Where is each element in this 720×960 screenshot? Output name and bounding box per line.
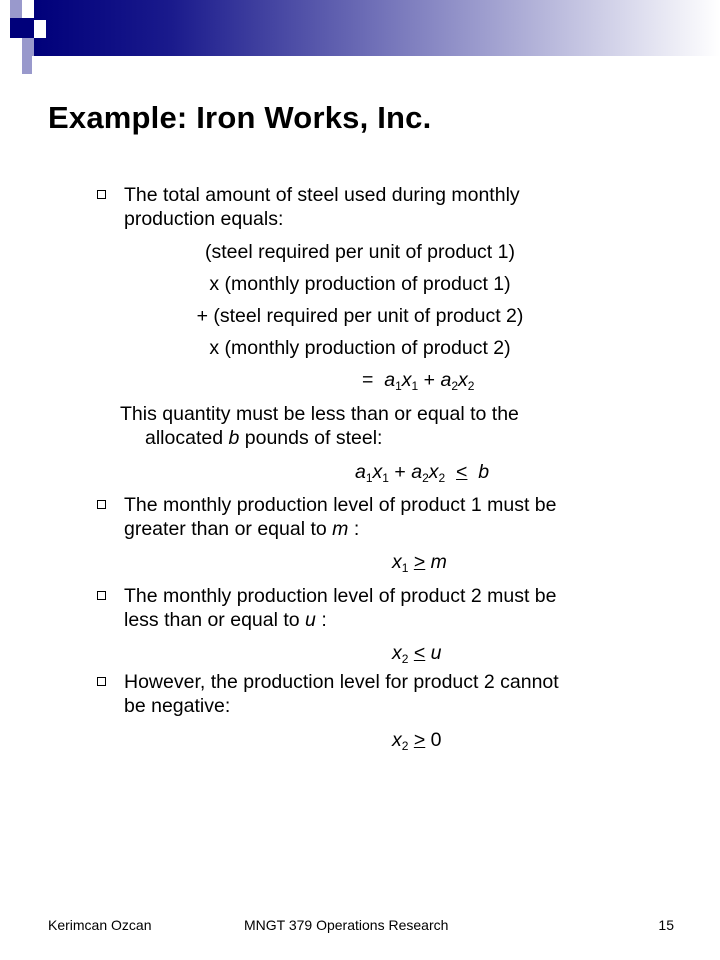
subscript: 2 bbox=[451, 379, 458, 393]
subscript: 1 bbox=[401, 561, 409, 575]
expression-steel-product2: + (steel required per unit of product 2) bbox=[196, 305, 524, 327]
expression-steel-product1: (steel required per unit of product 1) bbox=[204, 241, 515, 263]
var-a: a bbox=[355, 461, 366, 483]
bullet-text-product1-min-cont bbox=[124, 517, 359, 541]
bullet-square-icon bbox=[97, 190, 106, 199]
footer-author: Kerimcan Ozcan bbox=[48, 917, 152, 933]
bullet-text-nonnegative: However, the production level for product 2 cannot bbox=[124, 671, 559, 693]
corner-square-light bbox=[10, 0, 22, 18]
plus-sign: + bbox=[394, 461, 406, 483]
var-x: x bbox=[372, 461, 383, 483]
constraint-nonnegative bbox=[392, 728, 442, 752]
subscript: 1 bbox=[365, 471, 373, 485]
subscript: 2 bbox=[422, 471, 429, 485]
colon: : bbox=[353, 518, 360, 540]
plus-sign: + bbox=[423, 369, 436, 391]
var-a: a bbox=[411, 461, 423, 483]
subscript: 2 bbox=[467, 379, 475, 393]
corner-square-light-2 bbox=[22, 38, 34, 56]
header-gradient-band bbox=[34, 0, 720, 56]
equation-total-steel bbox=[362, 368, 474, 392]
quantity-text: This quantity must be less than or equal to the bbox=[120, 403, 519, 425]
var-m: m bbox=[332, 518, 349, 540]
greater-equal-sign: > bbox=[413, 729, 426, 751]
bullet-text-part: less than or equal to bbox=[124, 609, 300, 631]
subscript: 1 bbox=[411, 379, 419, 393]
colon: : bbox=[321, 609, 327, 631]
var-b: b bbox=[478, 461, 490, 483]
var-a: a bbox=[384, 369, 396, 391]
var-b: b bbox=[228, 427, 240, 449]
less-equal-sign: < bbox=[413, 642, 426, 664]
greater-equal-sign: > bbox=[413, 551, 426, 573]
constraint-steel bbox=[355, 460, 489, 484]
bullet-text-nonnegative-cont: be negative: bbox=[124, 695, 231, 717]
slide-title: Example: Iron Works, Inc. bbox=[48, 100, 432, 135]
var-x: x bbox=[392, 551, 402, 573]
bullet-square-icon bbox=[97, 677, 106, 686]
zero: 0 bbox=[430, 729, 442, 751]
subscript: 2 bbox=[401, 652, 409, 666]
var-x: x bbox=[401, 369, 412, 391]
expression-production-product1: x (monthly production of product 1) bbox=[209, 273, 511, 295]
var-a: a bbox=[440, 369, 452, 391]
var-m: m bbox=[430, 551, 447, 573]
constraint-product1-min bbox=[392, 550, 447, 574]
bullet-text-steel-total-cont: production equals: bbox=[124, 208, 284, 230]
quantity-text-part: pounds of steel: bbox=[244, 427, 383, 449]
bullet-text-product2-max: The monthly production level of product 2 must be bbox=[124, 585, 557, 607]
var-x: x bbox=[392, 642, 402, 664]
bullet-square-icon bbox=[97, 591, 106, 600]
equals-sign: = bbox=[362, 369, 374, 391]
corner-square-dark bbox=[10, 18, 34, 38]
expression-production-product2: x (monthly production of product 2) bbox=[209, 337, 511, 359]
bullet-text-product1-min: The monthly production level of product 1 must be bbox=[124, 494, 557, 516]
subscript: 2 bbox=[438, 471, 446, 485]
footer-course: MNGT 379 Operations Research bbox=[244, 917, 449, 933]
constraint-product2-max bbox=[392, 641, 442, 665]
bullet-text-product2-max-cont bbox=[124, 608, 327, 632]
quantity-text-cont bbox=[145, 426, 382, 450]
bullet-text-part: greater than or equal to bbox=[124, 518, 327, 540]
var-x: x bbox=[392, 729, 402, 751]
bullet-text-steel-total: The total amount of steel used during monthly bbox=[124, 184, 520, 206]
var-x: x bbox=[428, 461, 439, 483]
subscript: 1 bbox=[395, 379, 402, 393]
bullet-square-icon bbox=[97, 500, 106, 509]
quantity-text-part: allocated bbox=[145, 427, 224, 449]
var-u: u bbox=[430, 642, 442, 664]
var-x: x bbox=[458, 369, 468, 391]
less-equal-sign: < bbox=[456, 461, 468, 483]
footer-page-number: 15 bbox=[658, 917, 674, 933]
var-u: u bbox=[305, 609, 316, 631]
corner-square-light-3 bbox=[22, 56, 32, 74]
subscript: 1 bbox=[382, 471, 389, 485]
subscript: 2 bbox=[401, 739, 409, 753]
corner-square-white bbox=[34, 20, 46, 38]
